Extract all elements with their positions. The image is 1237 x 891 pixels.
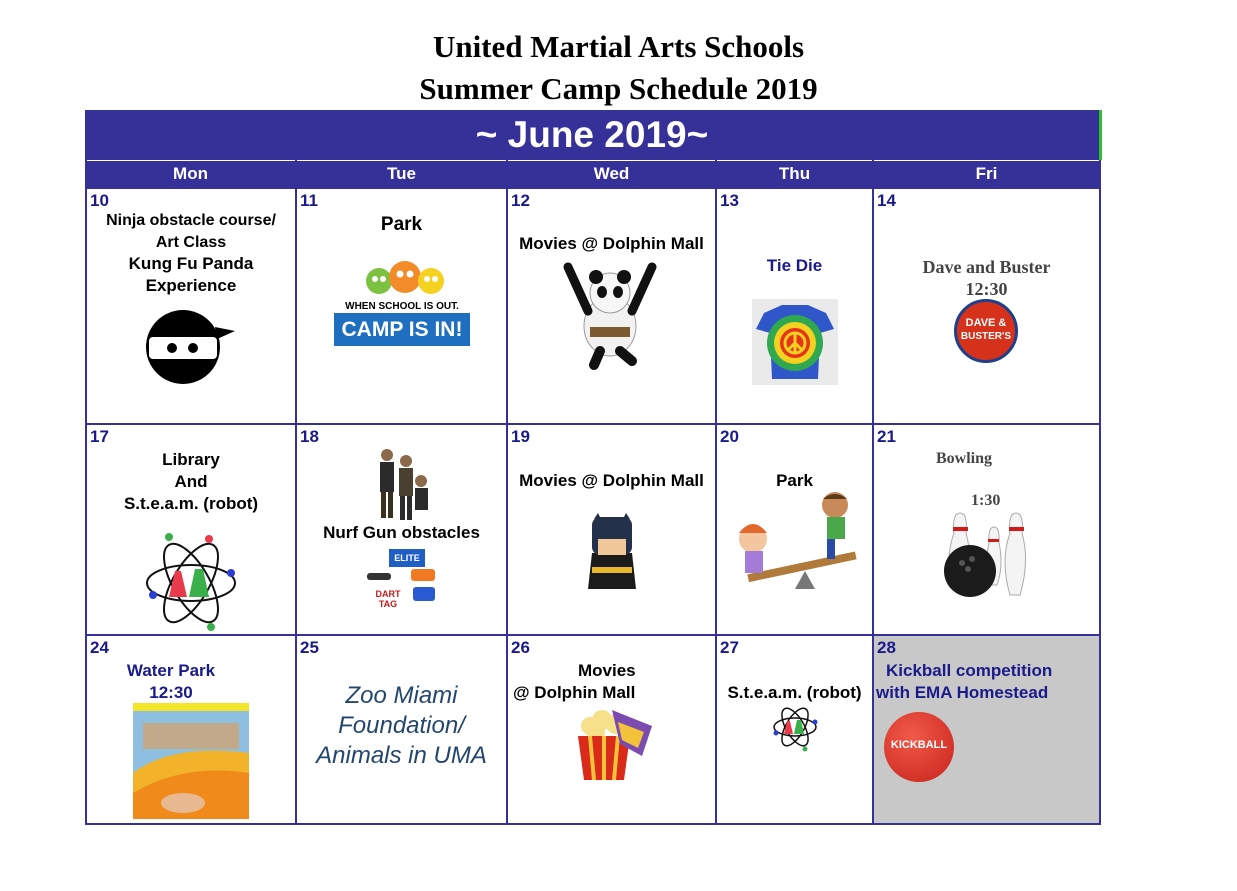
day-cell-14 [874, 189, 1099, 423]
event-line: Foundation/ [338, 712, 465, 739]
logo-text: BUSTER'S [960, 331, 1012, 342]
day-cell-19 [508, 425, 715, 634]
event-line: Animals in UMA [316, 742, 487, 769]
day-cell-28 [874, 636, 1099, 823]
event-line: Park [380, 214, 423, 235]
weekday-thu: Thu [717, 161, 872, 187]
event-line: Nurf Gun obstacles [323, 523, 480, 542]
event-line: Bowling [936, 450, 993, 467]
ninja-icon [145, 307, 237, 387]
day-cell-13 [717, 189, 872, 423]
popcorn-icon [572, 706, 654, 782]
day-number: 12 [511, 191, 530, 210]
page-subtitle: Summer Camp Schedule 2019 [419, 71, 818, 106]
weekday-wed: Wed [508, 161, 715, 187]
kickball-label: KICKBALL [890, 739, 948, 751]
panda-icon [560, 261, 660, 371]
atom-flask-icon [772, 702, 818, 752]
day-cell-18 [297, 425, 506, 634]
day-cell-17 [87, 425, 295, 634]
batman-icon [574, 513, 650, 589]
event-line: Movies @ Dolphin Mall [519, 471, 704, 490]
event-line: Zoo Miami [345, 682, 458, 709]
month-banner: ~ June 2019~ [85, 110, 1102, 160]
day-number: 25 [300, 638, 319, 657]
elite-badge: ELITE [389, 549, 425, 567]
event-line: 1:30 [971, 492, 1001, 509]
event-line: Water Park [126, 661, 216, 680]
day-number: 10 [90, 191, 109, 210]
day-cell-24 [87, 636, 295, 823]
day-cell-27 [717, 636, 872, 823]
tie-dye-shirt-icon [752, 299, 838, 385]
cartoon-faces-icon [357, 259, 457, 299]
weekday-mon: Mon [86, 161, 295, 187]
day-cell-21 [874, 425, 1099, 634]
banner-caption: WHEN SCHOOL IS OUT. [345, 301, 459, 312]
day-number: 19 [511, 427, 530, 446]
event-line: Library [162, 450, 220, 469]
page-title: United Martial Arts Schools [432, 29, 805, 64]
event-line: Experience [145, 276, 237, 295]
weekday-fri: Fri [874, 161, 1099, 187]
event-line: Dave and Buster [922, 257, 1051, 277]
event-line: Ninja obstacle course/ [106, 212, 276, 229]
day-number: 27 [720, 638, 739, 657]
event-line: 12:30 [149, 683, 193, 702]
day-number: 28 [877, 638, 896, 657]
bowling-icon [942, 511, 1034, 601]
day-number: 13 [720, 191, 739, 210]
day-cell-26 [508, 636, 715, 823]
day-cell-11 [297, 189, 506, 423]
day-number: 11 [300, 191, 318, 210]
day-number: 21 [877, 427, 896, 446]
weekday-tue: Tue [297, 161, 506, 187]
grid-line [1099, 160, 1101, 825]
camp-banner: CAMP IS IN! [334, 313, 470, 346]
event-line: Kung Fu Panda [128, 254, 254, 273]
event-line: Art Class [155, 234, 227, 251]
water-park-photo [133, 703, 249, 819]
day-number: 17 [90, 427, 109, 446]
event-line: S.t.e.a.m. (robot) [123, 494, 259, 513]
soldiers-icon [373, 445, 433, 523]
event-line: @ Dolphin Mall [513, 683, 636, 702]
seesaw-icon [731, 489, 861, 599]
day-cell-20 [717, 425, 872, 634]
event-line: 12:30 [965, 279, 1008, 299]
day-cell-25 [297, 636, 506, 823]
day-cell-10 [87, 189, 295, 423]
event-line: And [174, 472, 208, 491]
event-line: S.t.e.a.m. (robot) [727, 683, 862, 702]
event-line: Movies [578, 661, 636, 680]
day-number: 14 [877, 191, 896, 210]
day-number: 18 [300, 427, 319, 446]
day-number: 26 [511, 638, 530, 657]
atom-flask-icon [145, 533, 239, 633]
event-line: Park [776, 471, 813, 490]
dave-busters-logo [954, 299, 1018, 363]
grid-line [85, 823, 1101, 825]
kickball-icon [884, 712, 954, 782]
event-line: Movies @ Dolphin Mall [519, 234, 704, 253]
day-number: 24 [90, 638, 109, 657]
day-number: 20 [720, 427, 739, 446]
dart-tag-label: DART TAG [375, 589, 401, 609]
event-line: with EMA Homestead [876, 683, 1049, 702]
logo-text: DAVE & [965, 317, 1007, 329]
event-line: Tie Die [766, 256, 823, 275]
day-cell-12 [508, 189, 715, 423]
event-line: Kickball competition [886, 661, 1053, 680]
